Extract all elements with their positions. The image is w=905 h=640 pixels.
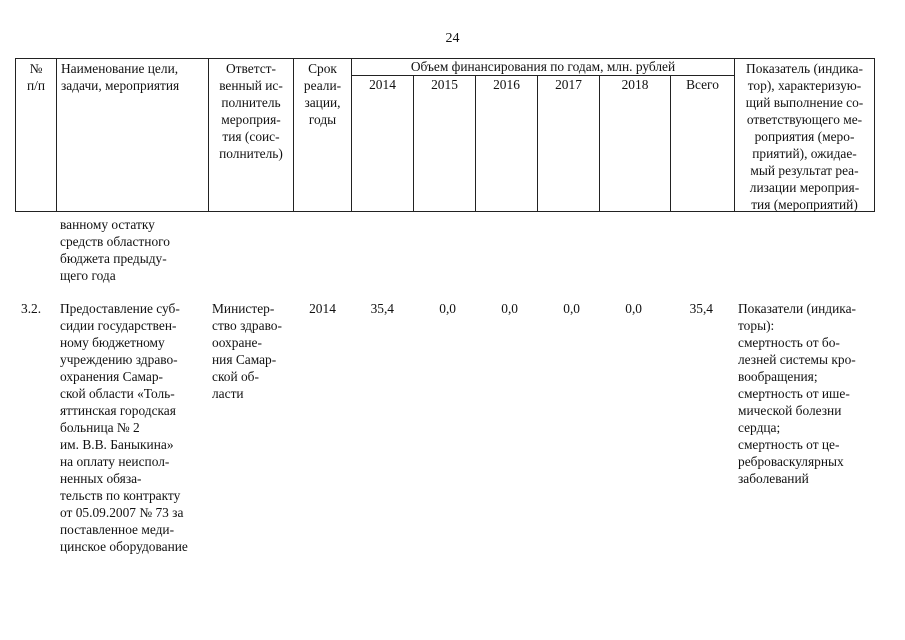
row-indicator-line: торы): (738, 318, 775, 333)
continuation-line: бюджета предыду- (60, 251, 167, 266)
row-name (60, 300, 206, 555)
value-2015: 0,0 (439, 301, 456, 316)
value-2017: 0,0 (563, 301, 580, 316)
continuation-line: щего года (60, 268, 116, 283)
row-name-line: тельств по контракту (60, 488, 181, 503)
row-name-line: поставленное меди- (60, 522, 175, 537)
row-indicator-line: лезней системы кро- (738, 352, 856, 367)
row-name-line: от 05.09.2007 № 73 за (60, 505, 184, 520)
row-indicator-line: реброваскулярных (738, 454, 844, 469)
header-cell-term (293, 58, 352, 212)
row-responsible-line: ния Самар- (212, 352, 277, 367)
continuation-text (60, 216, 205, 284)
row-indicator-line: Показатели (индика- (738, 301, 856, 316)
page-number: 24 (445, 31, 460, 46)
year-label: 2016 (493, 77, 520, 92)
header-name-label: Наименование цели, задачи, мероприятия (61, 61, 180, 93)
header-year-2014 (351, 75, 414, 212)
header-total (670, 75, 735, 212)
value-2016: 0,0 (501, 301, 518, 316)
value-total: 35,4 (689, 301, 713, 316)
header-cell-funding (351, 58, 735, 76)
row-name-line: на оплату неиспол- (60, 454, 170, 469)
header-indicator-label: Показатель (индика- тор), характеризую- щий выполнение со- ответствующего ме- роприятия (меро- приятий), ожидае- мый результат реа- лизации мероприя- тия (мероприятий) (745, 61, 864, 212)
row-responsible (212, 300, 292, 402)
header-cell-indicator (734, 58, 875, 212)
continuation-line: средств областного (60, 234, 170, 249)
row-name-line: им. В.В. Баныкина» (60, 437, 174, 452)
row-indicator-line: смертность от ише- (738, 386, 850, 401)
table-header (15, 58, 875, 212)
year-label: 2014 (369, 77, 396, 92)
header-year-2018 (599, 75, 671, 212)
row-name-line: цинское оборудование (60, 539, 188, 554)
row-indicator-line: сердца; (738, 420, 781, 435)
row-name-line: яттинская городская (60, 403, 176, 418)
row-name-line: охранения Самар- (60, 369, 163, 384)
value-2018: 0,0 (625, 301, 642, 316)
row-name-line: Предоставление суб- (60, 301, 180, 316)
row-responsible-line: Министер- (212, 301, 275, 316)
continuation-line: ванному остатку (60, 217, 155, 232)
total-label: Всего (686, 77, 719, 92)
row-responsible-line: оохране- (212, 335, 262, 350)
header-cell-responsible (208, 58, 294, 212)
year-label: 2018 (621, 77, 649, 92)
year-label: 2017 (555, 77, 582, 92)
row-responsible-line: ласти (212, 386, 244, 401)
row-responsible-line: ство здраво- (212, 318, 282, 333)
header-cell-name (56, 58, 209, 212)
header-term-label: Срок реали- зации, годы (303, 61, 342, 127)
header-cell-number (15, 58, 57, 212)
row-indicator (738, 300, 872, 487)
year-label: 2015 (431, 77, 458, 92)
row-indicator-line: смертность от це- (738, 437, 840, 452)
row-indicator-line: заболеваний (738, 471, 809, 486)
row-responsible-line: ской об- (212, 369, 259, 384)
row-indicator-line: вообращения; (738, 369, 818, 384)
row-name-line: ской области «Толь- (60, 386, 175, 401)
row-name-line: сидии государствен- (60, 318, 177, 333)
row-term: 2014 (309, 301, 336, 316)
header-number-label: № п/п (26, 61, 46, 93)
row-name-line: ному бюджетному (60, 335, 165, 350)
value-2014: 35,4 (370, 301, 394, 316)
row-indicator-line: мической болезни (738, 403, 842, 418)
header-funding-label: Объем финансирования по годам, млн. рублей (410, 59, 676, 74)
header-year-2016 (475, 75, 538, 212)
row-number: 3.2. (21, 301, 42, 316)
row-name-line: учреждению здраво- (60, 352, 178, 367)
row-indicator-line: смертность от бо- (738, 335, 840, 350)
row-name-line: больница № 2 (60, 420, 140, 435)
row-name-line: ненных обяза- (60, 471, 142, 486)
header-year-2015 (413, 75, 476, 212)
header-responsible-label: Ответст- венный ис- полнитель мероприя- тия (соис- полнитель) (219, 61, 283, 161)
header-year-2017 (537, 75, 600, 212)
